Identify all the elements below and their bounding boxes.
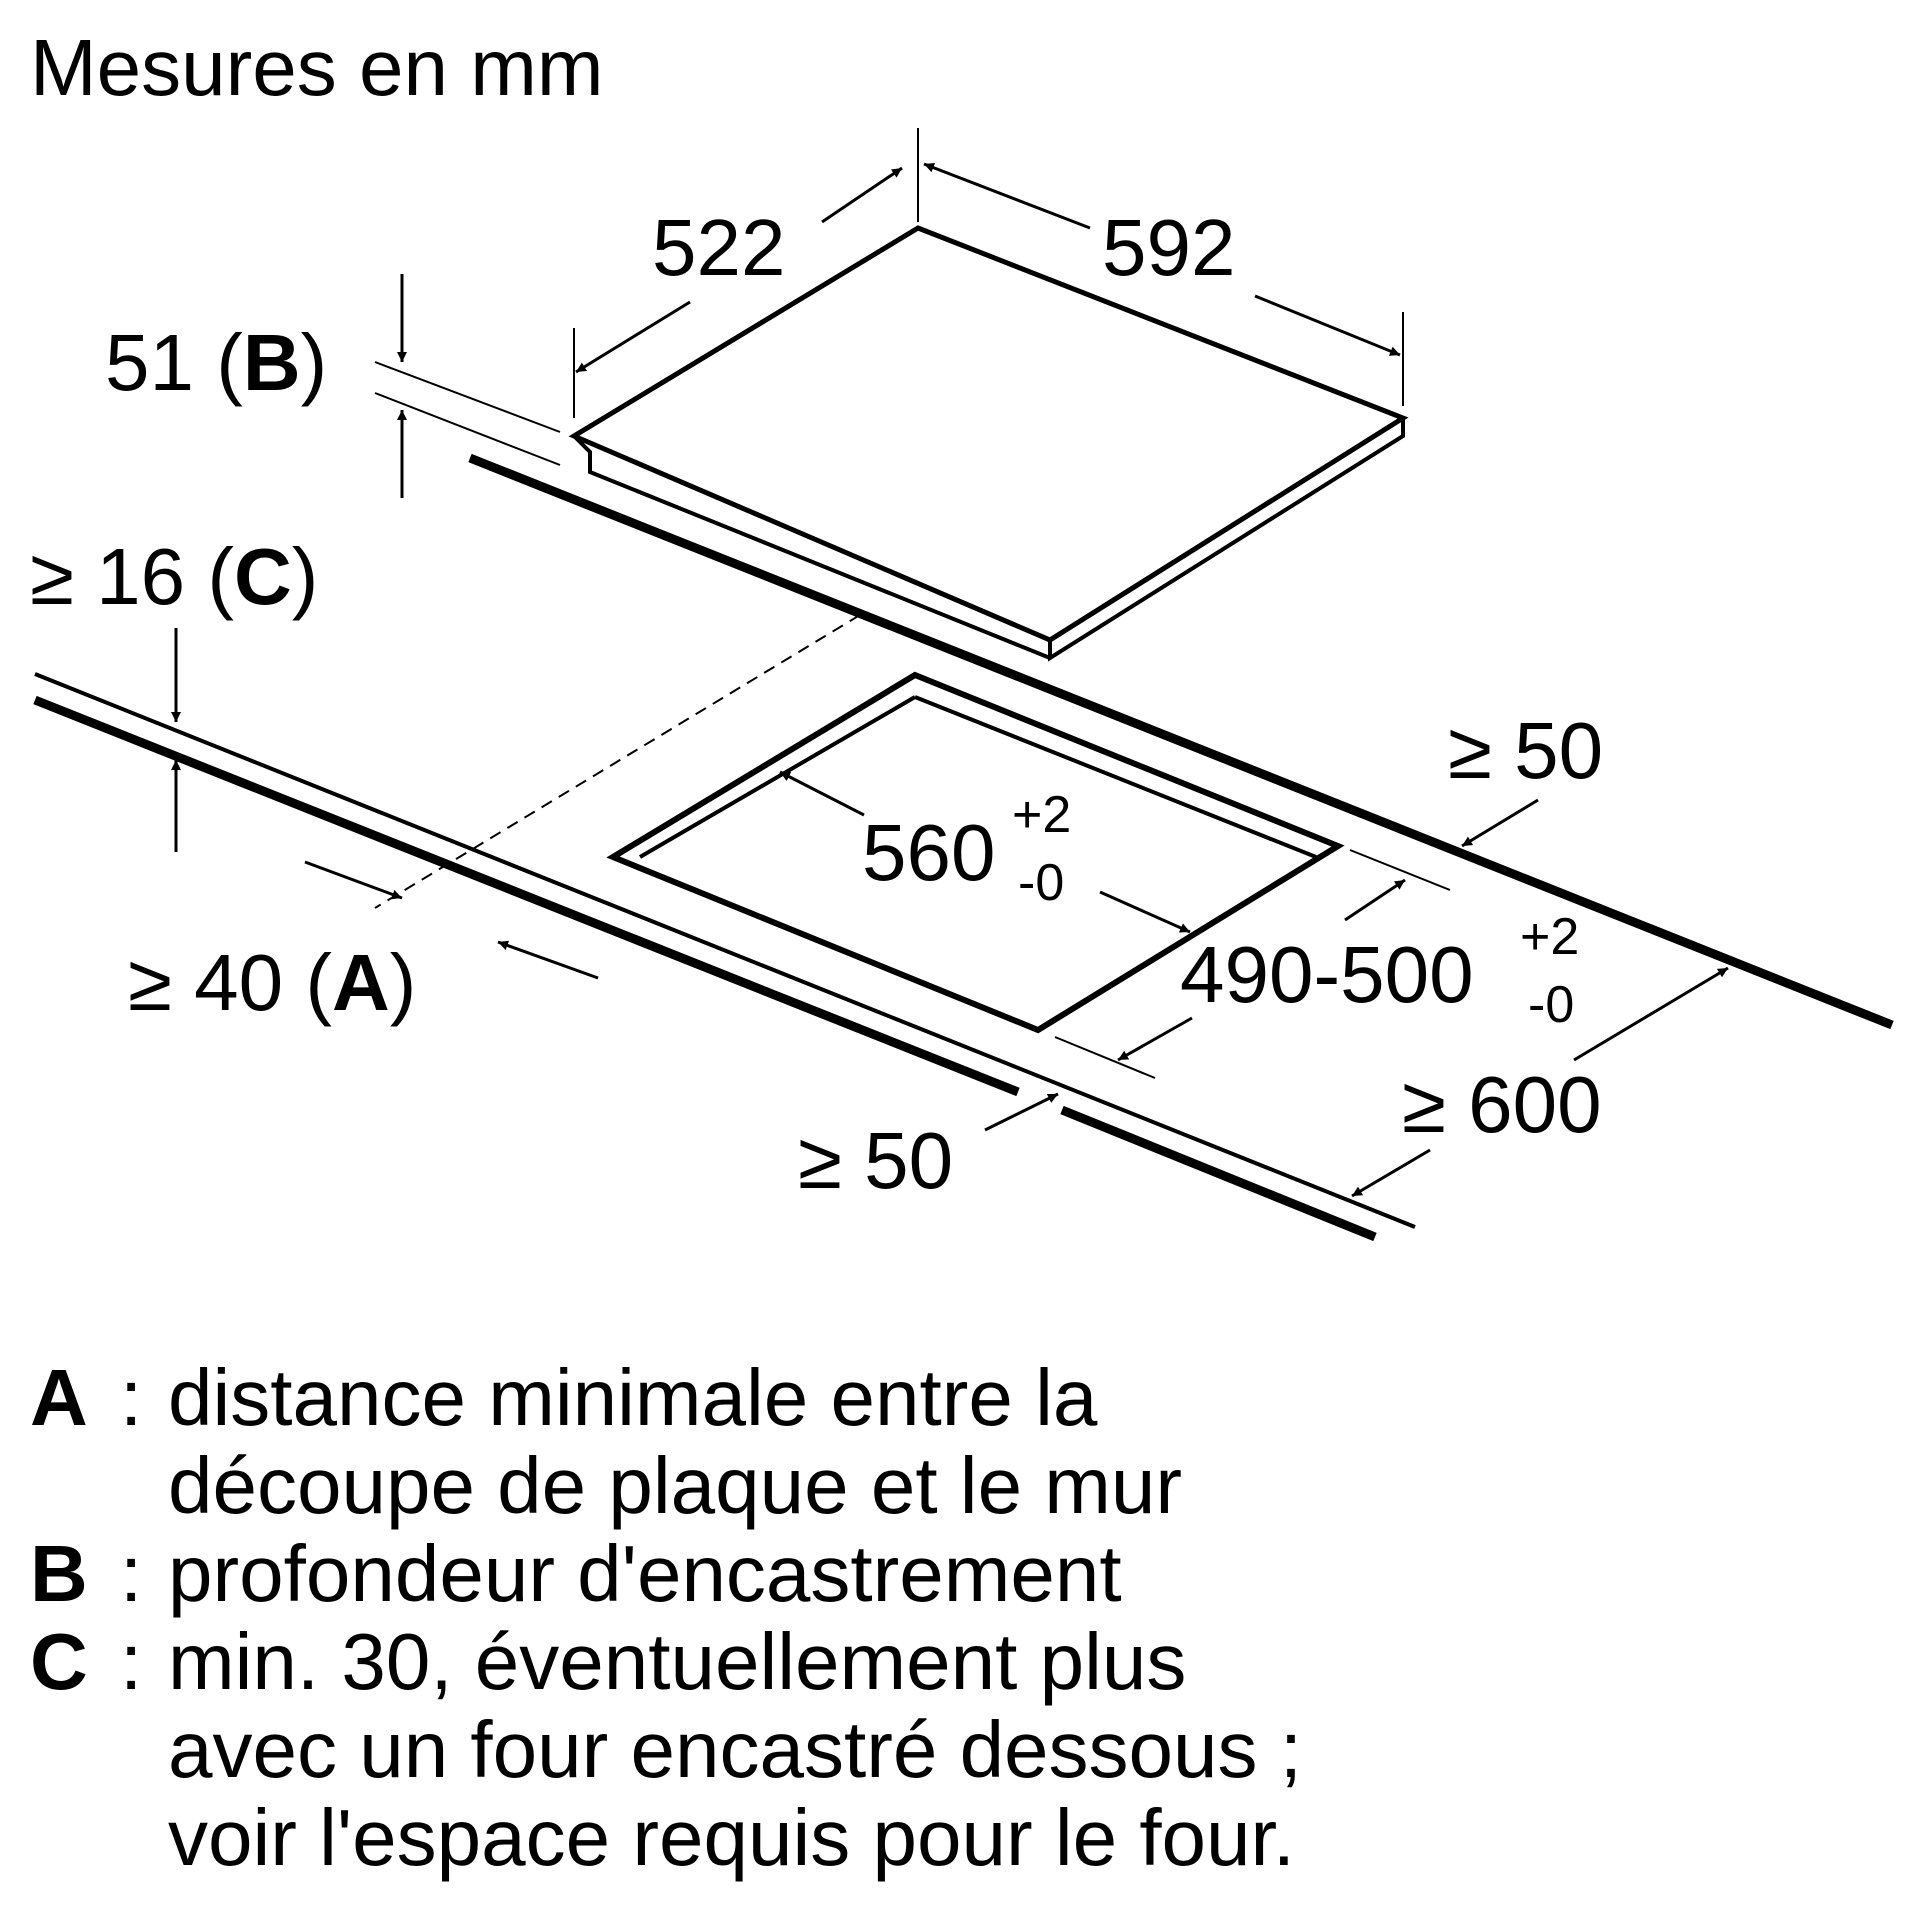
dim-600-arrow-bottom	[1352, 1150, 1430, 1196]
legend-c-row	[30, 1616, 1186, 1708]
legend-c-text: min. 30, éventuellement plus	[168, 1617, 1187, 1706]
dim-592-label: 592	[1102, 203, 1236, 292]
dim-560-tol-minus: -0	[1018, 854, 1065, 912]
dim-40-arrow-left	[305, 862, 402, 898]
legend-b-row	[30, 1528, 1122, 1620]
dim-490-tol-minus: -0	[1528, 976, 1575, 1034]
diagram-title: Mesures en mm	[30, 23, 604, 112]
legend-b-letter: B	[30, 1529, 88, 1618]
legend-separator: :	[120, 1529, 143, 1618]
dim-490-arrow-top	[1345, 880, 1405, 920]
dim-40-label: ≥ 40 (A)	[128, 938, 417, 1027]
legend-separator: :	[120, 1617, 143, 1706]
dim-522-label: 522	[652, 203, 786, 292]
dim-490-arrow-bottom	[1118, 1018, 1192, 1060]
legend-a-text-cont: découpe de plaque et le mur	[168, 1441, 1183, 1530]
legend-a-row	[30, 1352, 1097, 1444]
dim-51-label: 51 (B)	[105, 318, 328, 407]
projection-line	[375, 615, 860, 908]
legend-c-text-cont: avec un four encastré dessous ;	[168, 1705, 1302, 1794]
dim-600-label: ≥ 600	[1402, 1060, 1602, 1149]
dim-rear50-arrow	[1462, 800, 1538, 846]
legend-c-text-cont2: voir l'espace requis pour le four.	[168, 1793, 1295, 1882]
dim-592-arrow-left	[924, 164, 1090, 228]
dim-490-tol-plus: +2	[1520, 908, 1580, 966]
dim-560-arrow-left	[780, 772, 864, 815]
legend-b-text: profondeur d'encastrement	[168, 1529, 1122, 1618]
dim-592-arrow-right	[1255, 296, 1400, 355]
legend-separator: :	[120, 1353, 143, 1442]
legend-a-letter: A	[30, 1353, 88, 1442]
dim-40-arrow-right	[498, 942, 598, 978]
legend-a-text: distance minimale entre la	[168, 1353, 1098, 1442]
dim-560-tol-plus: +2	[1012, 786, 1072, 844]
dim-560-label: 560	[862, 808, 996, 897]
dim-522-arrow-bottom	[576, 302, 690, 372]
dim-16-label: ≥ 16 (C)	[30, 532, 319, 621]
dim-490-label: 490-500	[1180, 930, 1474, 1019]
dim-front50-label: ≥ 50	[798, 1116, 954, 1205]
dim-600-arrow-top	[1574, 968, 1728, 1060]
dim-front50-arrow	[985, 1094, 1058, 1130]
legend-c-letter: C	[30, 1617, 88, 1706]
hob-outline	[574, 228, 1403, 658]
dim-560-arrow-right	[1100, 892, 1190, 932]
dim-522-arrow-top	[822, 168, 902, 222]
dim-rear50-label: ≥ 50	[1448, 706, 1604, 795]
